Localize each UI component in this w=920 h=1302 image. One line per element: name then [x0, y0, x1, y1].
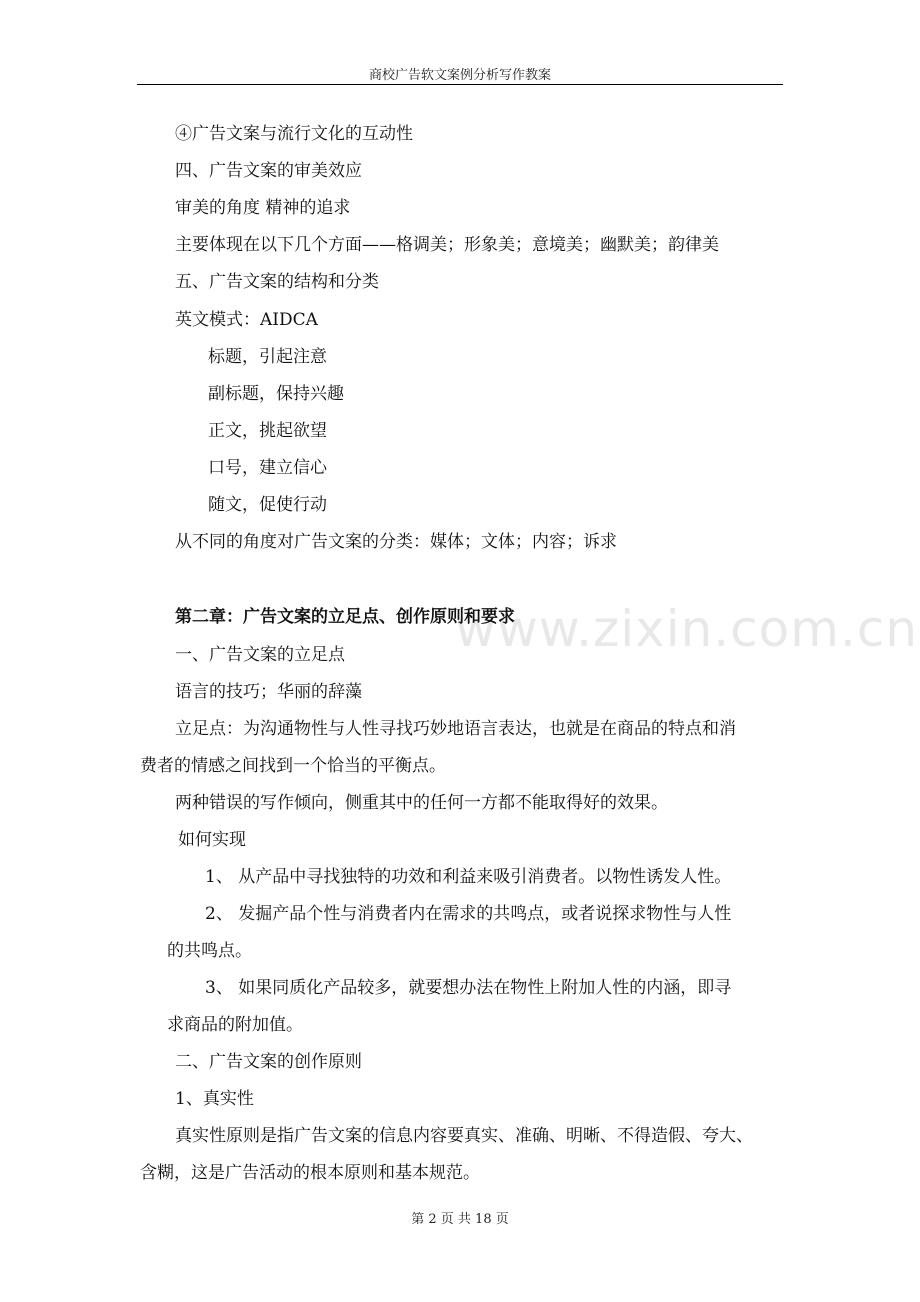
- chapter-title: 第二章：广告文案的立足点、创作原则和要求: [175, 607, 515, 627]
- paragraph-line: 费者的情感之间找到一个恰当的平衡点。: [140, 756, 446, 776]
- section-heading: 二、广告文案的创作原则: [175, 1052, 362, 1072]
- paragraph-line: 真实性原则是指广告文案的信息内容要真实、准确、明晰、不得造假、夸大、: [175, 1126, 753, 1146]
- text-line: 语言的技巧；华丽的辞藻: [175, 682, 362, 702]
- text-line: 两种错误的写作倾向，侧重其中的任何一方都不能取得好的效果。: [175, 793, 668, 813]
- text-line: 从不同的角度对广告文案的分类：媒体；文体；内容；诉求: [175, 532, 617, 552]
- list-item: 正文，挑起欲望: [208, 421, 327, 441]
- paragraph-line: 含糊，这是广告活动的根本原则和基本规范。: [140, 1163, 480, 1183]
- text-line: 主要体现在以下几个方面——格调美；形象美；意境美；幽默美；韵律美: [175, 235, 719, 255]
- section-heading: 四、广告文案的审美效应: [175, 161, 362, 181]
- list-item: 副标题，保持兴趣: [208, 384, 344, 404]
- numbered-item-continuation: 求商品的附加值。: [167, 1015, 303, 1035]
- numbered-item: 2、 发掘产品个性与消费者内在需求的共鸣点，或者说探求物性与人性: [205, 904, 732, 924]
- list-item: 口号，建立信心: [208, 458, 327, 478]
- text-line: 审美的角度 精神的追求: [175, 198, 351, 218]
- subsection-heading: 1、真实性: [175, 1089, 254, 1109]
- watermark: www.zixin.com.cn: [455, 600, 919, 658]
- list-item: 标题，引起注意: [208, 347, 327, 367]
- numbered-item: 1、 从产品中寻找独特的功效和利益来吸引消费者。以物性诱发人性。: [205, 867, 732, 887]
- page-number: 第 2 页 共 18 页: [411, 1212, 509, 1227]
- list-item: 随文，促使行动: [208, 495, 327, 515]
- paragraph-line: 立足点：为沟通物性与人性寻找巧妙地语言表达，也就是在商品的特点和消: [175, 719, 736, 739]
- page-header-title: 商校广告软文案例分析写作教案: [368, 68, 551, 83]
- text-line: 英文模式：AIDCA: [175, 310, 318, 330]
- section-heading: 五、广告文案的结构和分类: [175, 272, 379, 292]
- numbered-item-continuation: 的共鸣点。: [167, 941, 252, 961]
- text-line: 如何实现: [178, 830, 246, 850]
- header-divider: [137, 84, 783, 85]
- text-line: ④广告文案与流行文化的互动性: [175, 124, 413, 144]
- numbered-item: 3、 如果同质化产品较多，就要想办法在物性上附加人性的内涵，即寻: [205, 978, 732, 998]
- section-heading: 一、广告文案的立足点: [175, 645, 345, 665]
